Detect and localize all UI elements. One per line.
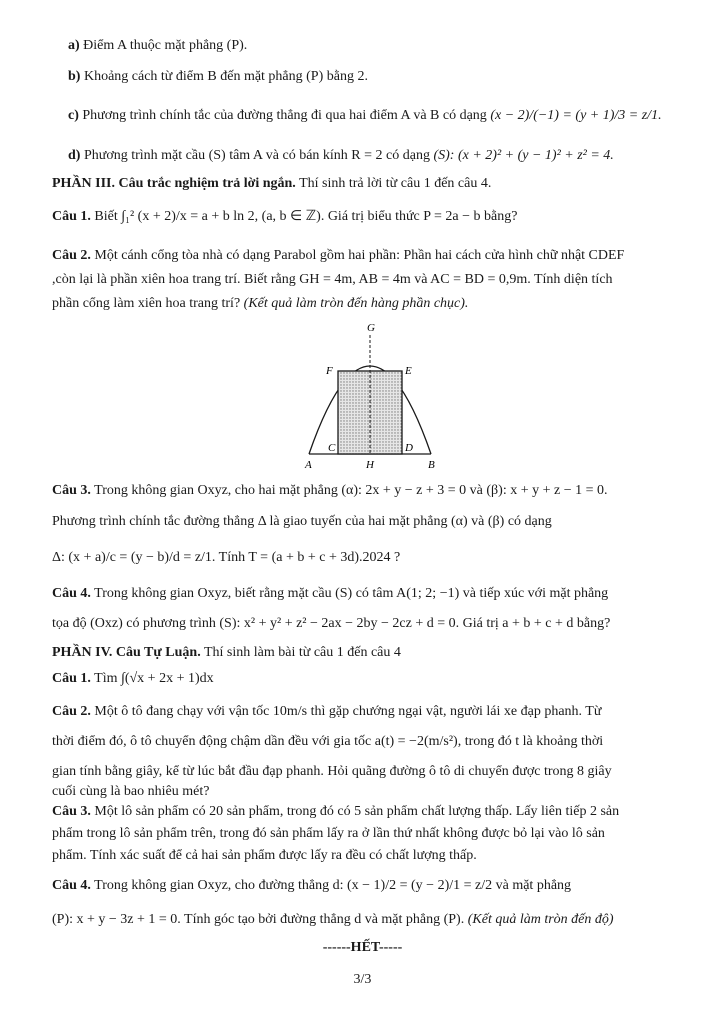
section-instruction: Thí sinh làm bài từ câu 1 đến câu 4 (203, 645, 401, 660)
question-text-line: phẩm. Tính xác suất để cả hai sản phẩm được lấy ra đều có chất lượng thấp. (52, 848, 477, 863)
part3-heading (52, 174, 695, 194)
label-f: F (326, 365, 333, 377)
label-e: E (405, 365, 412, 377)
question-label: Câu 3. (52, 483, 91, 498)
part4-question-1 (52, 669, 695, 689)
statement-text: Khoảng cách từ điểm B đến mặt phẳng (P) bằng 2. (83, 69, 368, 84)
label-a: A (305, 459, 312, 470)
section-title: PHẦN IV. Câu Tự Luận. (52, 645, 201, 660)
statement-c (68, 106, 695, 126)
question-text: Biết ∫₁² (x + 2)/x = a + b ln 2, (a, b ∈ ℤ). Giá trị biểu thức P = 2a − b bằng? (94, 209, 518, 224)
section-title: PHẦN III. Câu trắc nghiệm trả lời ngắn. (52, 176, 296, 191)
end-marker: ------HẾT----- (322, 940, 403, 955)
page-number: 3/3 (353, 972, 372, 987)
statement-b (68, 67, 695, 87)
question-text: Một lô sản phẩm có 20 sản phẩm, trong đó có 5 sản phẩm chất lượng thấp. Lấy liên tiếp 2 sản (94, 804, 620, 819)
statement-label: a) (68, 38, 80, 53)
statement-text: Phương trình chính tắc của đường thẳng đi qua hai điểm A và B có dạng (82, 108, 487, 123)
section-instruction: Thí sinh trả lời từ câu 1 đến câu 4. (299, 176, 492, 191)
part4-question-4 (52, 876, 695, 896)
statement-a (68, 36, 695, 56)
question-label: Câu 1. (52, 671, 91, 686)
part3-question-2 (52, 246, 695, 266)
line-equation: (x − 2)/(−1) = (y + 1)/3 = z/1. (490, 108, 662, 123)
question-text-line (52, 294, 695, 314)
label-d: D (405, 442, 413, 454)
label-c: C (328, 442, 336, 454)
question-text-line: Δ: (x + a)/c = (y − b)/d = z/1. Tính T = (a + b + c + 3d).2024 ? (52, 550, 401, 565)
part4-question-2 (52, 702, 695, 722)
part4-heading (52, 643, 695, 663)
statement-label: c) (68, 108, 79, 123)
question-text-line: ,còn lại là phần xiên hoa trang trí. Biết rằng GH = 4m, AB = 4m và AC = BD = 0,9m. Tính diện tích (52, 272, 613, 287)
statement-text: Điểm A thuộc mặt phẳng (P). (83, 38, 248, 53)
question-text: Trong không gian Oxyz, cho đường thẳng d: (x − 1)/2 = (y − 2)/1 = z/2 và mặt phẳng (94, 878, 572, 893)
question-label: Câu 2. (52, 704, 91, 719)
question-text: Tìm ∫(√x + 2x + 1)dx (94, 671, 214, 686)
parabola-gate-figure (295, 318, 445, 470)
question-text: Trong không gian Oxyz, cho hai mặt phẳng (α): 2x + y − z + 3 = 0 và (β): x + y + z − 1 = 0. (94, 483, 608, 498)
question-text: Một cánh cổng tòa nhà có dạng Parabol gồm hai phần: Phần hai cách cửa hình chữ nhật CDEF (94, 248, 625, 263)
question-text: phần cổng làm xiên hoa trang trí? (52, 296, 241, 311)
part4-question-3 (52, 802, 695, 822)
statement-text: Phương trình mặt cầu (S) tâm A và có bán kính R = 2 có dạng (83, 148, 430, 163)
question-label: Câu 4. (52, 878, 91, 893)
statement-label: d) (68, 148, 81, 163)
label-h: H (366, 459, 374, 470)
statement-d (68, 146, 695, 166)
question-text: Một ô tô đang chạy với vận tốc 10m/s thì gặp chướng ngại vật, người lái xe đạp phanh. Từ (94, 704, 602, 719)
part3-question-1 (52, 207, 695, 227)
sphere-equation: (S): (x + 2)² + (y − 1)² + z² = 4. (433, 148, 614, 163)
rounding-note: (Kết quả làm tròn đến độ) (467, 912, 614, 927)
question-text-line: Phương trình chính tắc đường thẳng Δ là giao tuyến của hai mặt phẳng (α) và (β) có dạng (52, 514, 552, 529)
question-label: Câu 2. (52, 248, 91, 263)
question-label: Câu 1. (52, 209, 91, 224)
question-label: Câu 4. (52, 586, 91, 601)
part3-question-4 (52, 584, 695, 604)
label-b: B (428, 459, 435, 470)
question-label: Câu 3. (52, 804, 91, 819)
question-text-line: cuối cùng là bao nhiêu mét? (52, 784, 210, 799)
label-g: G (367, 322, 375, 334)
statement-label: b) (68, 69, 81, 84)
rounding-note: (Kết quả làm tròn đến hàng phần chục). (243, 296, 469, 311)
question-text-line: gian tính bằng giây, kể từ lúc bắt đầu đạp phanh. Hỏi quãng đường ô tô di chuyển được trong 8 giây (52, 764, 612, 779)
question-text: (P): x + y − 3z + 1 = 0. Tính góc tạo bởi đường thẳng d và mặt phẳng (P). (52, 912, 465, 927)
question-text-line: phẩm trong lô sản phẩm trên, trong đó sản phẩm lấy ra ở lần thứ nhất không được bỏ lại vào lô sản (52, 826, 605, 841)
question-text-line: thời điểm đó, ô tô chuyển động chậm dần đều với gia tốc a(t) = −2(m/s²), trong đó t là khoảng thời (52, 734, 604, 749)
question-text-line: tọa độ (Oxz) có phương trình (S): x² + y² + z² − 2ax − 2by − 2cz + d = 0. Giá trị a + b + c + d bằng? (52, 616, 611, 631)
question-text: Trong không gian Oxyz, biết rằng mặt cầu (S) có tâm A(1; 2; −1) và tiếp xúc với mặt phẳng (94, 586, 609, 601)
question-text-line (52, 910, 695, 930)
part3-question-3 (52, 481, 695, 501)
